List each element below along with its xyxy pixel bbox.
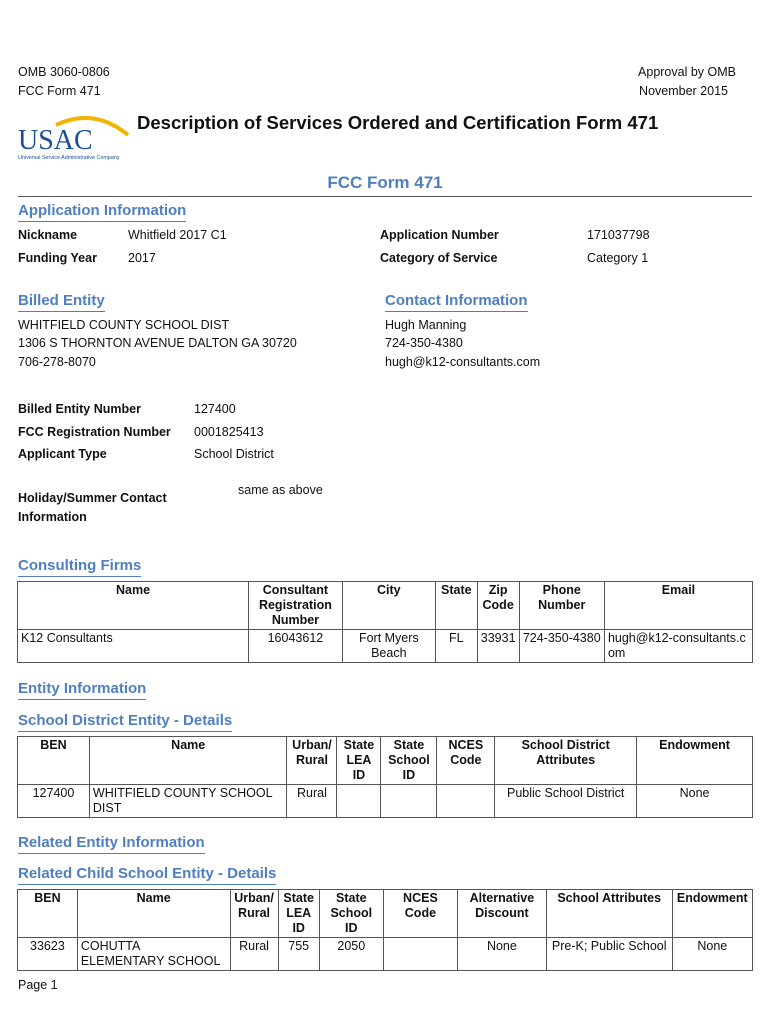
- column-header: Email: [604, 582, 752, 630]
- column-header: Zip Code: [477, 582, 519, 630]
- table-row: [18, 938, 753, 971]
- contact-name: Hugh Manning: [385, 318, 467, 332]
- applicant-type-value: School District: [194, 447, 274, 461]
- table-cell: hugh@k12-consultants.com: [604, 630, 752, 663]
- column-header: State LEA ID: [278, 890, 319, 938]
- column-header: State LEA ID: [337, 737, 381, 785]
- column-header: NCES Code: [437, 737, 495, 785]
- contact-email: hugh@k12-consultants.com: [385, 355, 541, 369]
- table-cell: Rural: [287, 785, 337, 818]
- column-header: Alternative Discount: [458, 890, 547, 938]
- school-district-entity-table: [17, 736, 753, 818]
- table-cell: 33931: [477, 630, 519, 663]
- form-subtitle: FCC Form 471: [327, 173, 443, 192]
- column-header: BEN: [18, 890, 78, 938]
- table-header-row: [18, 890, 753, 938]
- application-number-value: 171037798: [587, 228, 650, 242]
- table-cell: 127400: [18, 785, 90, 818]
- omb-number: OMB 3060-0806: [18, 65, 110, 79]
- ben-label: Billed Entity Number: [18, 402, 141, 416]
- table-cell: 724-350-4380: [519, 630, 604, 663]
- table-cell: Pre-K; Public School: [546, 938, 672, 971]
- column-header: School Attributes: [546, 890, 672, 938]
- logo-caption: Universal Service Administrative Company: [18, 155, 120, 161]
- table-cell: 2050: [319, 938, 383, 971]
- column-header: Phone Number: [519, 582, 604, 630]
- contact-information-heading: Contact Information: [385, 292, 528, 312]
- applicant-type-label: Applicant Type: [18, 447, 107, 461]
- column-header: Endowment: [637, 737, 753, 785]
- table-cell: None: [672, 938, 752, 971]
- column-header: City: [342, 582, 435, 630]
- ben-value: 127400: [194, 402, 236, 416]
- billed-entity-address: 1306 S THORNTON AVENUE DALTON GA 30720: [18, 336, 297, 350]
- usac-logo: [16, 113, 136, 163]
- column-header: School District Attributes: [495, 737, 637, 785]
- approval-label: Approval by OMB: [638, 65, 736, 79]
- table-cell: [381, 785, 437, 818]
- table-cell: 16043612: [249, 630, 343, 663]
- column-header: State School ID: [381, 737, 437, 785]
- related-child-school-heading: Related Child School Entity - Details: [18, 865, 276, 885]
- table-cell: 33623: [18, 938, 78, 971]
- category-value: Category 1: [587, 251, 649, 265]
- table-row: [18, 785, 753, 818]
- related-child-school-table: [17, 889, 753, 971]
- fcc-registration-label: FCC Registration Number: [18, 425, 171, 439]
- table-cell: [337, 785, 381, 818]
- related-entity-heading: Related Entity Information: [18, 834, 205, 854]
- table-cell: K12 Consultants: [18, 630, 249, 663]
- table-cell: None: [458, 938, 547, 971]
- approval-date: November 2015: [639, 84, 728, 98]
- column-header: Endowment: [672, 890, 752, 938]
- consulting-firms-heading: Consulting Firms: [18, 557, 141, 577]
- header-divider: [18, 196, 752, 197]
- table-cell: Fort Myers Beach: [342, 630, 435, 663]
- funding-year-label: Funding Year: [18, 251, 97, 265]
- table-cell: 755: [278, 938, 319, 971]
- fcc-registration-value: 0001825413: [194, 425, 264, 439]
- logo-wordmark: USAC: [18, 125, 93, 156]
- column-header: State: [435, 582, 477, 630]
- holiday-contact-label-2: Information: [18, 510, 87, 524]
- table-header-row: [18, 737, 753, 785]
- billed-entity-heading: Billed Entity: [18, 292, 105, 312]
- form-label: FCC Form 471: [18, 84, 101, 98]
- table-cell: [383, 938, 457, 971]
- nickname-label: Nickname: [18, 228, 78, 242]
- table-cell: Rural: [230, 938, 278, 971]
- table-cell: Public School District: [495, 785, 637, 818]
- nickname-value: Whitfield 2017 C1: [128, 228, 227, 242]
- page-number: Page 1: [18, 978, 58, 992]
- table-cell: None: [637, 785, 753, 818]
- holiday-contact-label: Holiday/Summer Contact: [18, 491, 167, 505]
- holiday-contact-value: same as above: [238, 483, 323, 497]
- category-label: Category of Service: [380, 251, 498, 265]
- table-cell: FL: [435, 630, 477, 663]
- table-cell: COHUTTA ELEMENTARY SCHOOL: [77, 938, 230, 971]
- column-header: BEN: [18, 737, 90, 785]
- column-header: Consultant Registration Number: [249, 582, 343, 630]
- table-cell: WHITFIELD COUNTY SCHOOL DIST: [89, 785, 287, 818]
- entity-information-heading: Entity Information: [18, 680, 146, 700]
- column-header: Name: [89, 737, 287, 785]
- table-header-row: [18, 582, 753, 630]
- consulting-firms-table: [17, 581, 753, 663]
- application-information-heading: Application Information: [18, 202, 186, 222]
- table-cell: [437, 785, 495, 818]
- column-header: NCES Code: [383, 890, 457, 938]
- column-header: State School ID: [319, 890, 383, 938]
- column-header: Urban/ Rural: [287, 737, 337, 785]
- application-number-label: Application Number: [380, 228, 499, 242]
- column-header: Name: [18, 582, 249, 630]
- table-row: [18, 630, 753, 663]
- billed-entity-phone: 706-278-8070: [18, 355, 96, 369]
- funding-year-value: 2017: [128, 251, 156, 265]
- contact-phone: 724-350-4380: [385, 336, 463, 350]
- billed-entity-name: WHITFIELD COUNTY SCHOOL DIST: [18, 318, 230, 332]
- page-title: Description of Services Ordered and Certification Form 471: [137, 112, 659, 133]
- column-header: Urban/ Rural: [230, 890, 278, 938]
- column-header: Name: [77, 890, 230, 938]
- school-district-entity-heading: School District Entity - Details: [18, 712, 232, 732]
